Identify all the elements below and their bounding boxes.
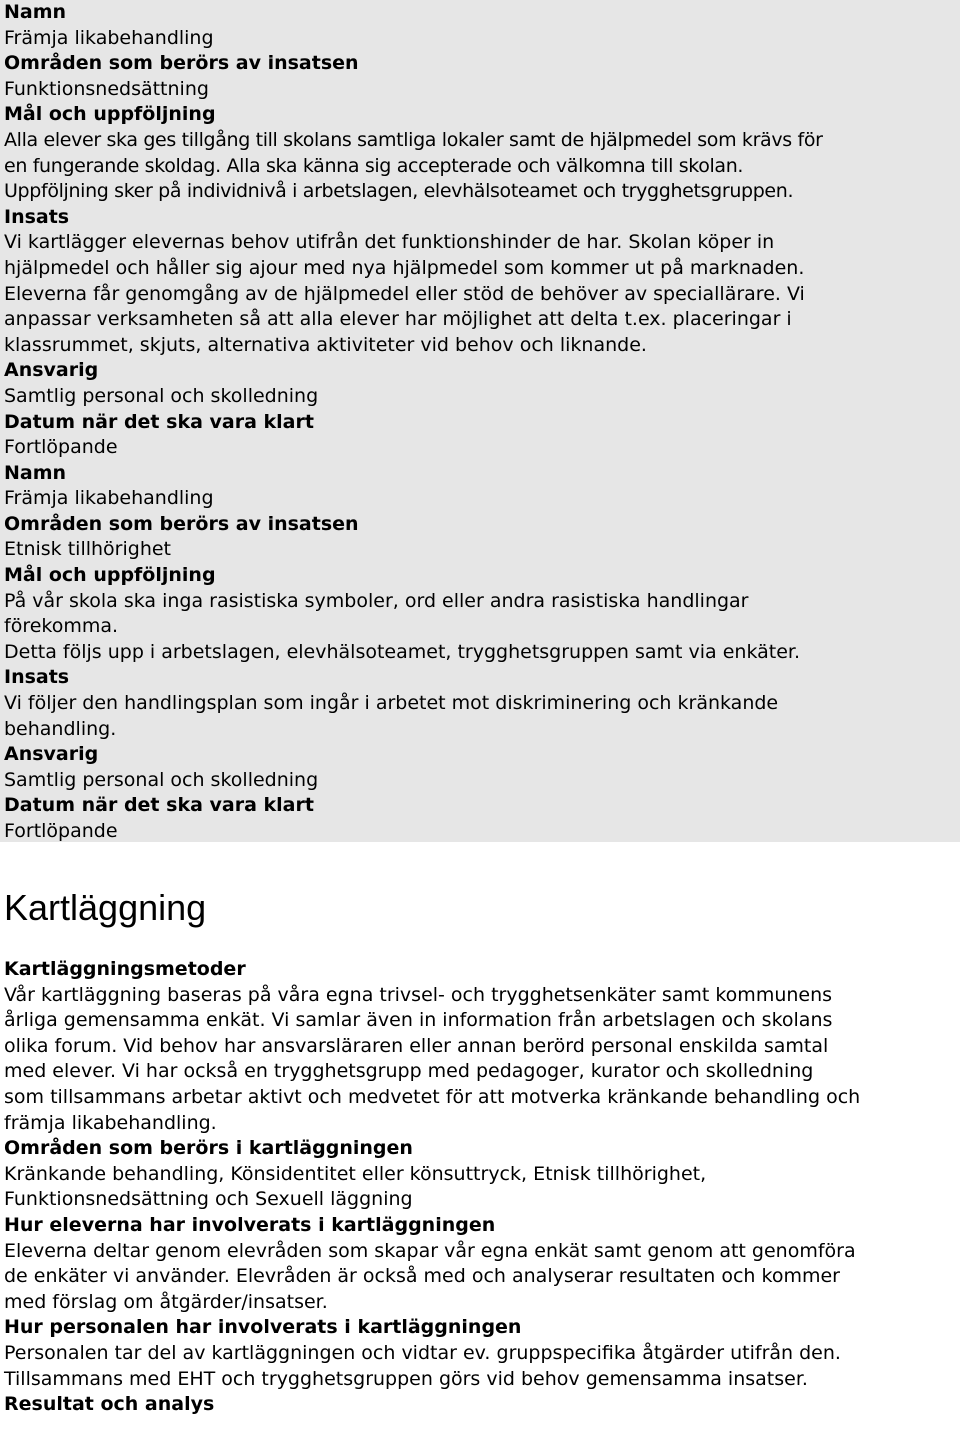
- action-line: hjälpmedel och håller sig ajour med nya hjälpmedel som kommer ut på marknaden.: [4, 256, 805, 279]
- methods-line: som tillsammans arbetar aktivt och medvetet för att motverka kränkande behandling och: [4, 1085, 861, 1108]
- goal-line: förekomma.: [4, 615, 119, 638]
- methods-line: olika forum. Vid behov har ansvarsläraren eller annan berörd personal enskilda samtal: [4, 1034, 829, 1057]
- action-label: Insats: [4, 205, 70, 228]
- action-label: Insats: [4, 666, 70, 689]
- goal-label: Mål och uppföljning: [4, 564, 216, 587]
- goal-line: Detta följs upp i arbetslagen, elevhälsoteamet, trygghetsgruppen samt via enkäter.: [4, 640, 801, 663]
- areas-line: Funktionsnedsättning och Sexuell läggning: [4, 1188, 413, 1211]
- methods-line: Vår kartläggning baseras på våra egna trivsel- och trygghetsenkäter samt kommunens: [4, 983, 833, 1006]
- goal-line: På vår skola ska inga rasistiska symboler, ord eller andra rasistiska handlingar: [4, 589, 749, 612]
- goal-line: Alla elever ska ges tillgång till skolans samtliga lokaler samt de hjälpmedel som krävs för: [4, 128, 823, 151]
- staff-involvement-label: Hur personalen har involverats i kartläggningen: [4, 1316, 522, 1339]
- name-label: Namn: [4, 1, 67, 23]
- action-line: klassrummet, skjuts, alternativa aktiviteter vid behov och liknande.: [4, 333, 647, 356]
- date-value: Fortlöpande: [4, 436, 118, 459]
- areas-label: Områden som berörs i kartläggningen: [4, 1137, 413, 1160]
- responsible-value: Samtlig personal och skolledning: [4, 768, 319, 791]
- action-line: anpassar verksamheten så att alla elever har möjlighet att delta t.ex. placeringar i: [4, 308, 792, 331]
- methods-line: årliga gemensamma enkät. Vi samlar även in information från arbetslagen och skolans: [4, 1009, 833, 1032]
- areas-line: Kränkande behandling, Könsidentitet eller könsuttryck, Etnisk tillhörighet,: [4, 1162, 707, 1185]
- action-line: behandling.: [4, 717, 117, 740]
- kartlaggning-body: [0, 957, 960, 1418]
- responsible-label: Ansvarig: [4, 359, 99, 382]
- staff-involvement-line: Personalen tar del av kartläggningen och vidtar ev. gruppspecifika åtgärder utifrån den.: [4, 1341, 841, 1364]
- action-line: Eleverna får genomgång av de hjälpmedel eller stöd de behöver av speciallärare. Vi: [4, 282, 805, 305]
- action-line: Vi kartlägger elevernas behov utifrån det funktionshinder de har. Skolan köper in: [4, 231, 775, 254]
- students-involvement-label: Hur eleverna har involverats i kartläggningen: [4, 1213, 496, 1236]
- methods-line: främja likabehandling.: [4, 1111, 217, 1134]
- area-label: Områden som berörs av insatsen: [4, 512, 359, 535]
- area-value: Etnisk tillhörighet: [4, 538, 172, 561]
- results-label: Resultat och analys: [4, 1393, 215, 1416]
- area-value: Funktionsnedsättning: [4, 77, 209, 100]
- kartlaggning-heading: Kartläggning: [4, 887, 207, 928]
- name-label: Namn: [4, 461, 67, 484]
- measure-section-1: [4, 0, 956, 461]
- date-label: Datum när det ska vara klart: [4, 410, 314, 433]
- responsible-value: Samtlig personal och skolledning: [4, 384, 319, 407]
- measure-section-2: [4, 461, 956, 842]
- area-label: Områden som berörs av insatsen: [4, 52, 359, 75]
- responsible-label: Ansvarig: [4, 743, 99, 766]
- name-value: Främja likabehandling: [4, 487, 214, 510]
- methods-label: Kartläggningsmetoder: [4, 958, 246, 980]
- students-involvement-line: Eleverna deltar genom elevråden som skapar vår egna enkät samt genom att genomföra: [4, 1239, 856, 1262]
- students-involvement-line: de enkäter vi använder. Elevråden är också med och analyserar resultaten och kommer: [4, 1265, 840, 1288]
- date-value: Fortlöpande: [4, 820, 118, 842]
- goal-line: en fungerande skoldag. Alla ska känna sig accepterade och välkomna till skolan.: [4, 154, 744, 177]
- goal-label: Mål och uppföljning: [4, 103, 216, 126]
- action-line: Vi följer den handlingsplan som ingår i arbetet mot diskriminering och kränkande: [4, 692, 779, 715]
- goal-line: Uppföljning sker på individnivå i arbetslagen, elevhälsoteamet och trygghetsgruppen.: [4, 180, 794, 203]
- date-label: Datum när det ska vara klart: [4, 794, 314, 817]
- students-involvement-line: med förslag om åtgärder/insatser.: [4, 1290, 328, 1313]
- name-value: Främja likabehandling: [4, 26, 214, 49]
- methods-line: med elever. Vi har också en trygghetsgrupp med pedagoger, kurator och skolledning: [4, 1060, 814, 1083]
- staff-involvement-line: Tillsammans med EHT och trygghetsgruppen görs vid behov gemensamma insatser.: [4, 1367, 808, 1390]
